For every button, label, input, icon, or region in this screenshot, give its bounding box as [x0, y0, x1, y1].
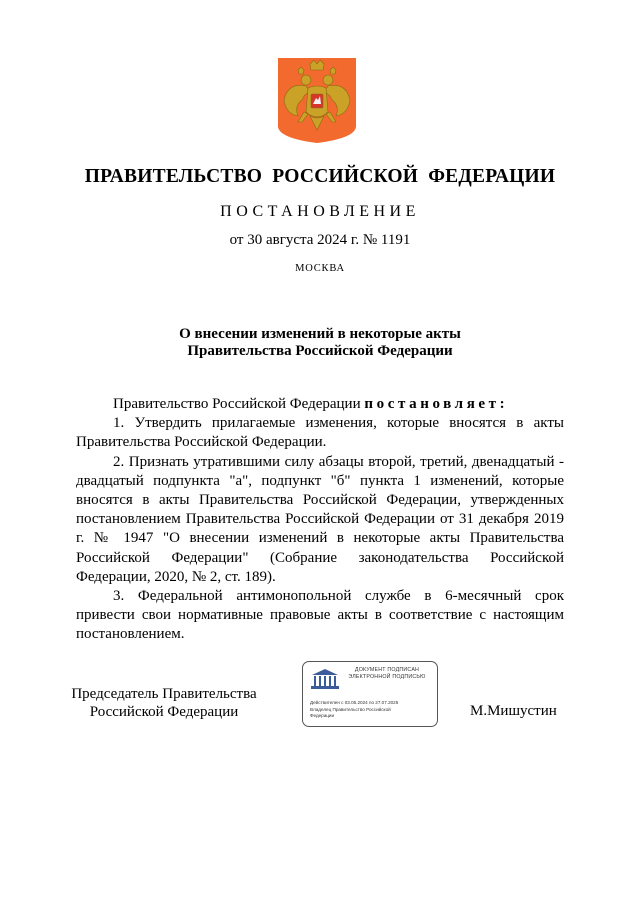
body-item: 2. Признать утратившими силу абзацы второй, третий, двенадцатый - двадцатый подпункта "а", подпункт "б" пункта 1 изменений, которые вносятся в акты Правительства Российской Федерации, утвержденных постановлением Правительства Российской Федерации от 31 декабря 2019 г. № 1947 "О внесении изменений в некоторые акты Правительства Российской Федерации" (Собрание законодательства Российской Федерации, 2020, № 2, ст. 189).: [76, 453, 564, 585]
body-item: 3. Федеральной антимонопольной службе в 6-месячный срок привести свои нормативные правовые акты в соответствие с настоящим постановлением.: [76, 588, 564, 643]
signatory-position-line: Председатель Правительства: [71, 686, 257, 702]
stamp-header-line: ДОКУМЕНТ ПОДПИСАН: [354, 667, 420, 673]
signatory-position: [60, 685, 268, 721]
body-item: 1. Утвердить прилагаемые изменения, которые вносятся в акты Правительства Российской Федерации.: [76, 415, 564, 451]
stamp-owner: Владелец Правительство Российской: [310, 707, 391, 712]
electronic-signature-stamp: [302, 661, 438, 727]
document-title: [0, 326, 640, 360]
signatory-name: М.Мишустин: [470, 703, 557, 719]
stamp-header: [341, 667, 433, 681]
stamp-header-line: ЭЛЕКТРОННОЙ ПОДПИСЬЮ: [348, 674, 426, 680]
government-building-icon: [310, 668, 340, 690]
document-date-number: от 30 августа 2024 г. № 1191: [229, 232, 411, 248]
signatory-position-line: Российской Федерации: [89, 704, 239, 720]
document-type: ПОСТАНОВЛЕНИЕ: [220, 203, 420, 220]
document-title-line: О внесении изменений в некоторые акты: [179, 326, 461, 342]
document-city: МОСКВА: [295, 263, 345, 274]
lead-text: Правительство Российской Федерации: [113, 396, 365, 412]
organization-title: ПРАВИТЕЛЬСТВО РОССИЙСКОЙ ФЕДЕРАЦИИ: [84, 166, 556, 187]
document-title-line: Правительства Российской Федерации: [187, 343, 453, 359]
lead-paragraph: [76, 395, 564, 414]
stamp-validity: Действителен с 03.05.2024 по 27.07.2025: [310, 700, 399, 705]
stamp-owner: Федерации: [310, 713, 335, 718]
lead-emphasis: постановляет:: [364, 396, 509, 412]
russian-coat-of-arms-icon: [276, 56, 358, 144]
document-body: [76, 395, 564, 645]
